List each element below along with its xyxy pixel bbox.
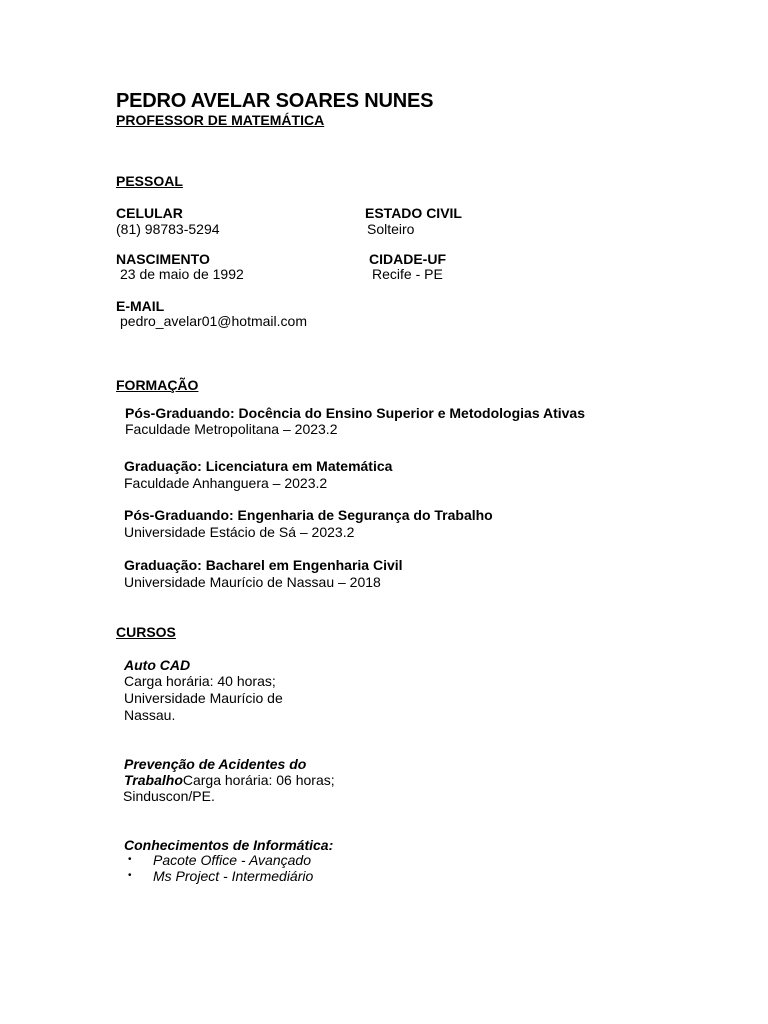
education-item-title: Pós-Graduando: Docência do Ensino Superior e Metodologias Ativas xyxy=(125,405,585,421)
course-institution-autocad-cont: Nassau. xyxy=(124,707,176,723)
section-heading-education: FORMAÇÃO xyxy=(116,377,199,393)
course-hours-prevention: Carga horária: 06 horas; xyxy=(182,772,335,788)
it-skills-list xyxy=(126,852,313,884)
city-value: Recife - PE xyxy=(372,266,443,282)
course-title-autocad: Auto CAD xyxy=(124,657,191,673)
course-hours-autocad: Carga horária: 40 horas; xyxy=(124,673,276,689)
education-item-institution: Faculdade Anhanguera – 2023.2 xyxy=(124,475,328,491)
candidate-name: PEDRO AVELAR SOARES NUNES xyxy=(116,90,434,112)
bullet-glyph: • xyxy=(128,854,132,865)
education-item-institution: Universidade Estácio de Sá – 2023.2 xyxy=(124,524,355,540)
email-label: E-MAIL xyxy=(116,298,165,314)
phone-value: (81) 98783-5294 xyxy=(116,221,220,237)
birth-label: NASCIMENTO xyxy=(116,251,210,267)
education-item-title: Graduação: Licenciatura em Matemática xyxy=(124,458,393,474)
list-item xyxy=(126,868,313,884)
email-value: pedro_avelar01@hotmail.com xyxy=(120,313,307,329)
birth-value: 23 de maio de 1992 xyxy=(120,266,244,282)
course-institution-autocad: Universidade Maurício de xyxy=(124,690,283,706)
it-skill-label: Pacote Office - Avançado xyxy=(153,852,311,868)
course-prevention-line2 xyxy=(124,772,335,789)
marital-status-label: ESTADO CIVIL xyxy=(365,205,462,221)
education-item-institution: Universidade Maurício de Nassau – 2018 xyxy=(124,574,381,590)
list-item xyxy=(126,852,313,868)
course-title-prevention-cont: Trabalho xyxy=(124,772,183,788)
it-skill-label: Ms Project - Intermediário xyxy=(153,868,314,884)
marital-status-value: Solteiro xyxy=(367,221,415,237)
course-title-prevention: Prevenção de Acidentes do xyxy=(124,756,307,772)
city-label: CIDADE-UF xyxy=(369,251,446,267)
education-item-institution: Faculdade Metropolitana – 2023.2 xyxy=(125,421,338,437)
section-heading-courses: CURSOS xyxy=(116,624,176,640)
candidate-role: PROFESSOR DE MATEMÁTICA xyxy=(116,112,325,128)
section-heading-personal: PESSOAL xyxy=(116,173,183,189)
course-institution-prevention: Sinduscon/PE. xyxy=(123,788,215,804)
bullet-glyph: • xyxy=(128,870,132,881)
education-item-title: Graduação: Bacharel em Engenharia Civil xyxy=(124,557,403,573)
phone-label: CELULAR xyxy=(116,205,183,221)
course-title-it: Conhecimentos de Informática: xyxy=(124,837,334,853)
education-item-title: Pós-Graduando: Engenharia de Segurança do Trabalho xyxy=(124,507,493,523)
